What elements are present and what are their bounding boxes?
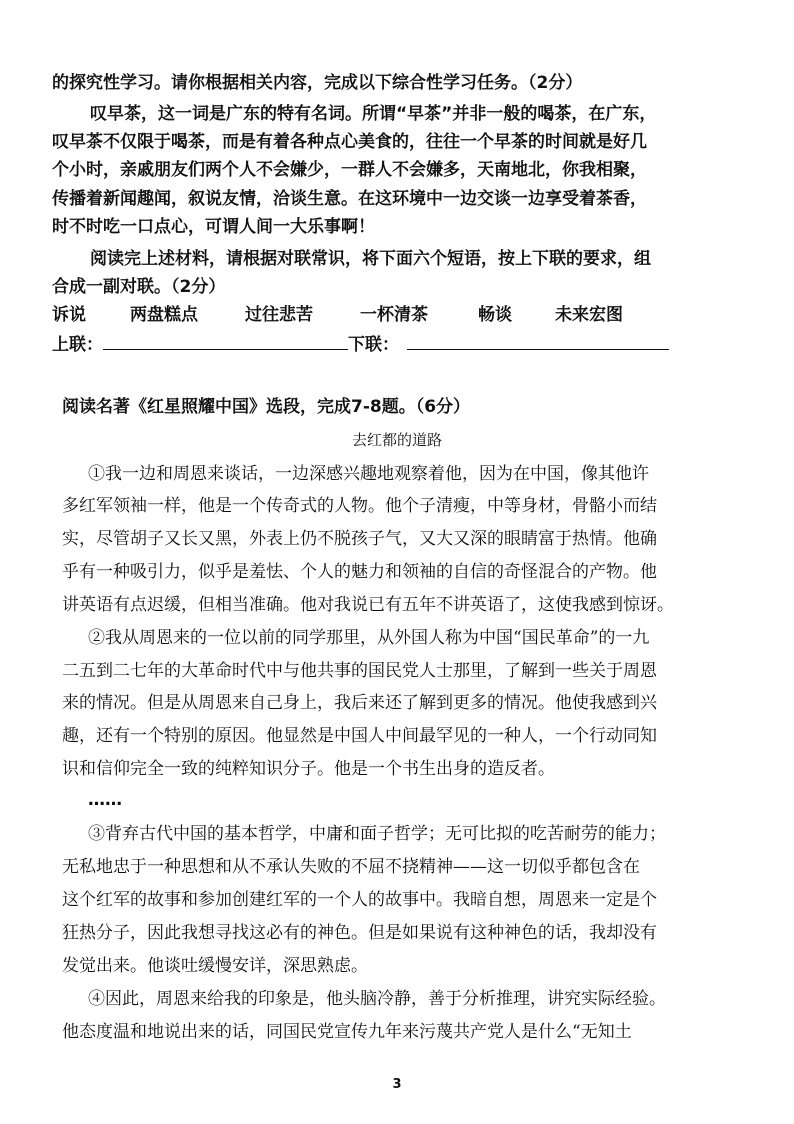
para-line: 叹早茶，这一词是广东的特有名词。所谓“早茶”并非一般的喝茶，在广东， [90, 104, 657, 124]
ellipsis: …… [88, 790, 122, 810]
passage-line: ④因此，周恩来给我的印象是，他头脑冷静，善于分析推理，讲究实际经验。 [88, 989, 666, 1009]
passage-line: 实，尽管胡子又长又黑，外表上仍不脱孩子气，又大又深的眼睛富于热情。他确 [62, 529, 657, 549]
passage-line: ②我从周恩来的一位以前的同学那里，从外国人称为中国“国民革命”的一九 [88, 628, 650, 648]
passage-line: ①我一边和周恩来谈话，一边深感兴趣地观察着他，因为在中国，像其他许 [88, 464, 649, 484]
phrase-item: 畅谈 [478, 305, 512, 325]
passage-line: 发觉出来。他谈吐缓慢安详，深思熟虑。 [62, 956, 368, 976]
passage-line: 乎有一种吸引力，似乎是羞怯、个人的魅力和领袖的自信的奇怪混合的产物。他 [62, 562, 657, 582]
passage-line: ③背弃古代中国的基本哲学，中庸和面子哲学；无可比拟的吃苦耐劳的能力； [88, 824, 666, 844]
para-line: 传播着新闻趣闻，叙说友情，洽谈生意。在这环境中一边交谈一边享受着茶香， [52, 189, 647, 209]
phrase-item: 两盘糕点 [130, 305, 198, 325]
passage-line: 他态度温和地说出来的话，同国民党宣传九年来污蔑共产党人是什么“无知土 [62, 1022, 632, 1042]
passage-line: 识和信仰完全一致的纯粹知识分子。他是一个书生出身的造反者。 [62, 759, 555, 779]
passage-title: 去红都的道路 [351, 431, 442, 449]
upper-couplet-label: 上联： [52, 335, 103, 355]
passage-line: 来的情况。但是从周恩来自己身上，我后来还了解到更多的情况。他使我感到兴 [62, 693, 657, 713]
lower-couplet-blank[interactable] [407, 333, 669, 350]
passage-line: 这个红军的故事和参加创建红军的一个人的故事中。我暗自想，周恩来一定是个 [62, 890, 657, 910]
lower-couplet-label: 下联： [348, 335, 399, 355]
phrase-item: 过往悲苦 [245, 305, 313, 325]
upper-couplet-blank[interactable] [103, 333, 348, 350]
phrase-item: 诉说 [52, 305, 86, 325]
task-line: 合成一副对联。（2分） [52, 277, 226, 297]
task-line: 阅读完上述材料，请根据对联常识，将下面六个短语，按上下联的要求，组 [90, 249, 651, 269]
passage-line: 讲英语有点迟缓，但相当准确。他对我说已有五年不讲英语了，这使我感到惊讶。 [62, 595, 674, 615]
page-number: 3 [392, 1077, 402, 1092]
phrase-item: 一杯清茶 [360, 305, 428, 325]
couplet-answer-row [52, 333, 669, 356]
section-heading: 阅读名著《红星照耀中国》选段，完成7-8题。（6分） [62, 397, 471, 417]
passage-line: 二五到二七年的大革命时代中与他共事的国民党人士那里，了解到一些关于周恩 [62, 661, 657, 681]
phrase-item: 未来宏图 [555, 305, 623, 325]
para-line: 时不时吃一口点心，可谓人间一大乐事啊！ [52, 217, 375, 237]
para-line: 个小时，亲戚朋友们两个人不会嫌少，一群人不会嫌多，天南地北，你我相聚， [52, 160, 647, 180]
passage-line: 多红军领袖一样，他是一个传奇式的人物。他个子清瘦，中等身材，骨骼小而结 [62, 496, 657, 516]
passage-line: 狂热分子，因此我想寻找这必有的神色。但是如果说有这种神色的话，我却没有 [62, 923, 657, 943]
passage-line: 无私地忠于一种思想和从不承认失败的不屈不挠精神——这一切似乎都包含在 [62, 857, 640, 877]
para-line: 叹早茶不仅限于喝茶，而是有着各种点心美食的，往往一个早茶的时间就是好几 [52, 132, 647, 152]
passage-line: 趣，还有一个特别的原因。他显然是中国人中间最罕见的一种人，一个行动同知 [62, 726, 657, 746]
intro-line: 的探究性学习。请你根据相关内容，完成以下综合性学习任务。（2分） [52, 73, 583, 93]
